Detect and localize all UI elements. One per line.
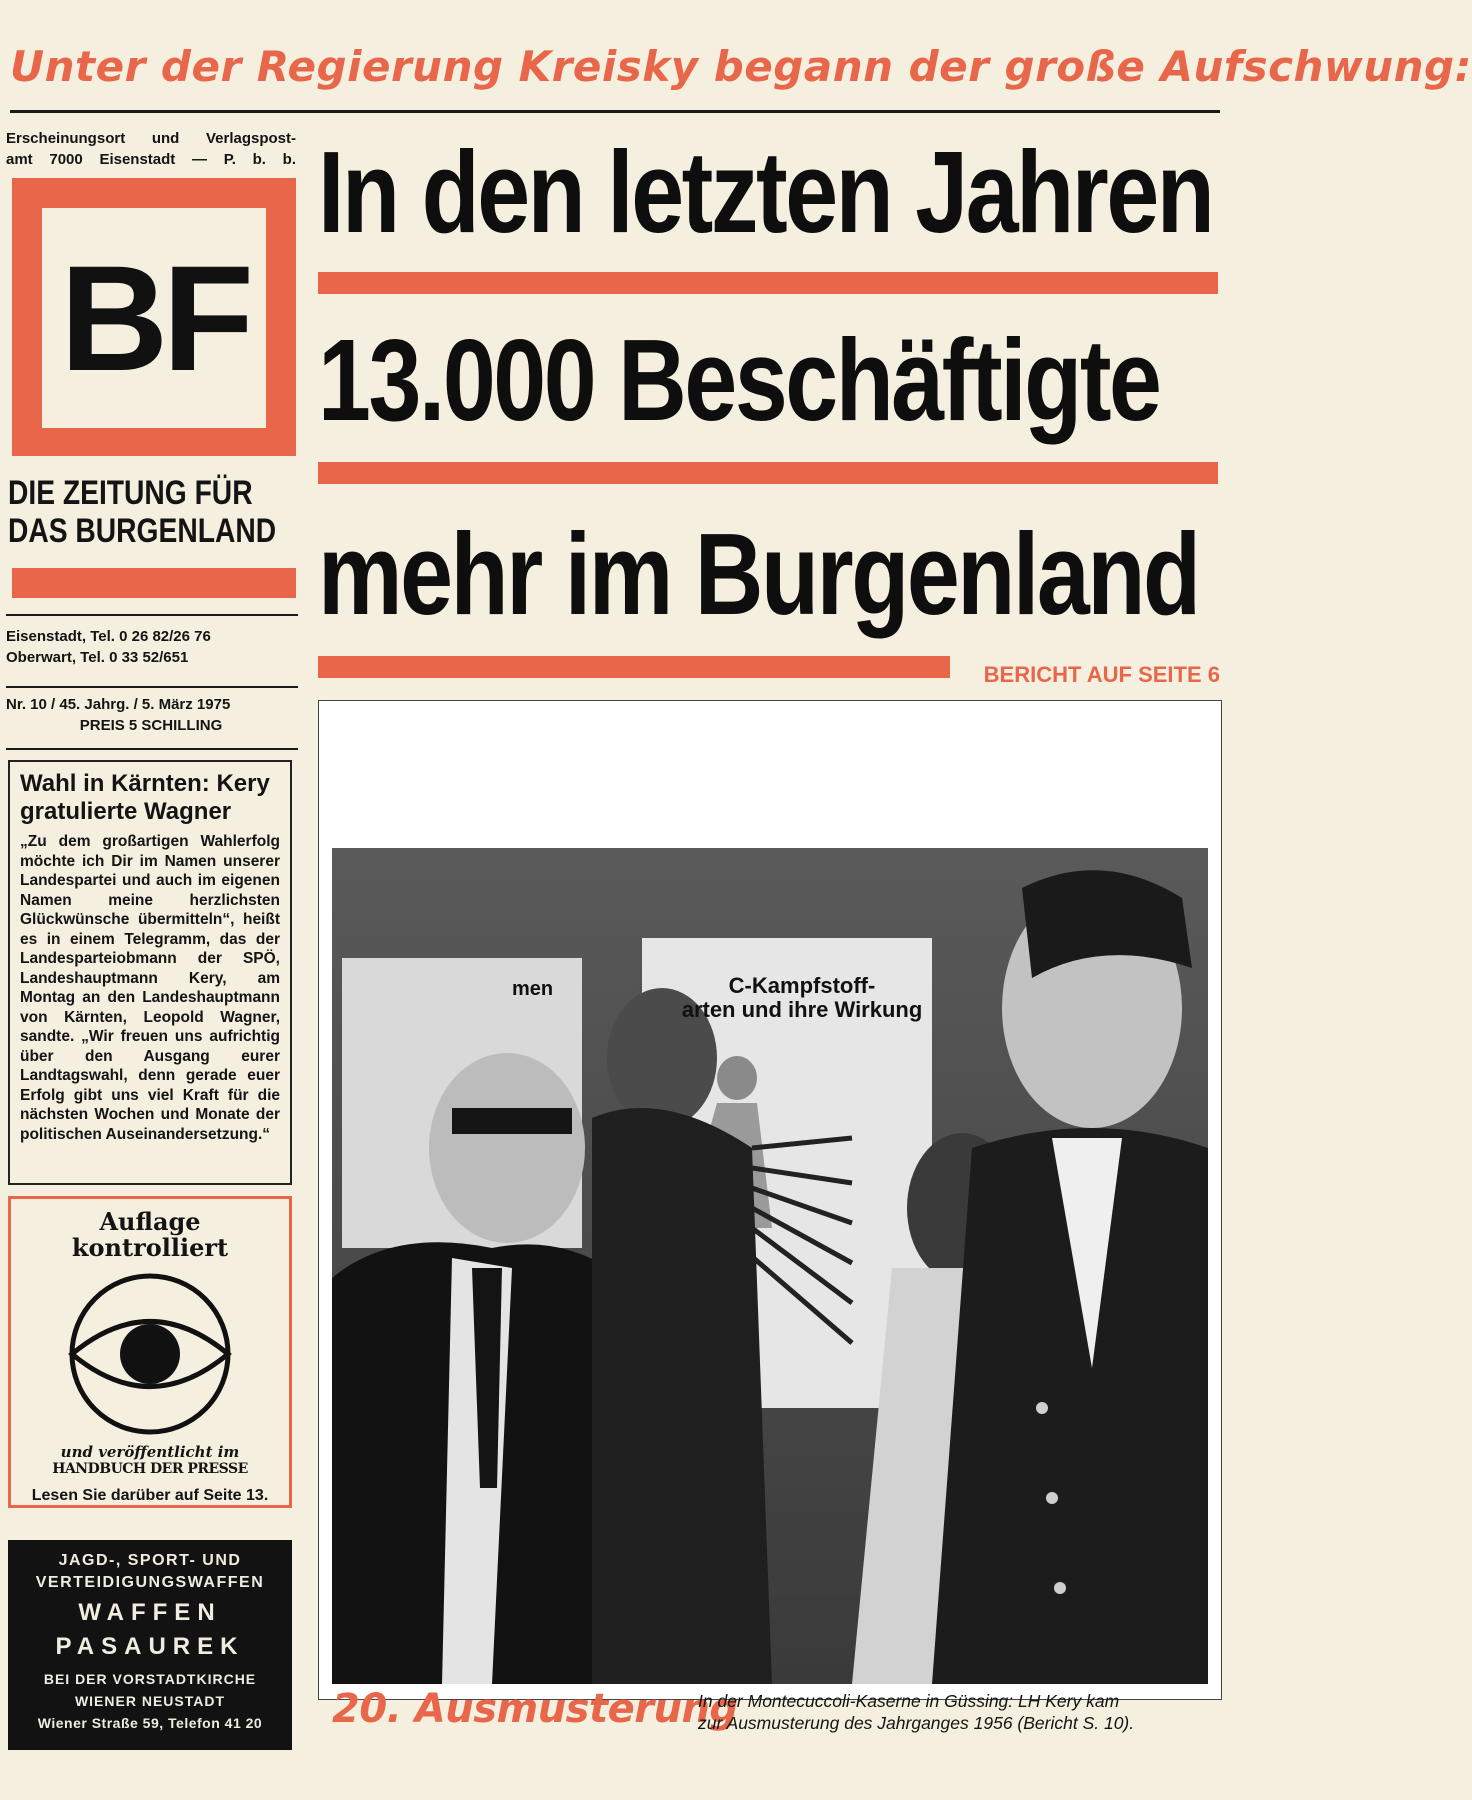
sidebar-article [8, 760, 292, 1185]
circulation-title-line2: kontrolliert [71, 1233, 229, 1262]
masthead-logo [12, 178, 296, 456]
contact-info [6, 626, 296, 668]
photo-chart-text2: arten und ihre Wirkung [681, 997, 923, 1022]
kicker-headline: Unter der Regierung Kreisky begann der große Aufschwung: [10, 42, 1472, 91]
photo-caption [698, 1690, 1218, 1734]
headline-line1: In den letzten Jahren [318, 127, 1213, 257]
contact-line2: Oberwart, Tel. 0 33 52/651 [6, 649, 189, 666]
kicker-divider [10, 110, 1220, 113]
publication-info [6, 128, 296, 170]
circulation-title [11, 1209, 289, 1261]
photo-poster-text: men [512, 978, 554, 1000]
headline-line3: mehr im Burgenland [318, 509, 1199, 639]
issue-line: Nr. 10 / 45. Jahrg. / 5. März 1975 [6, 696, 231, 713]
ad-line1: JAGD-, SPORT- UND [58, 1552, 242, 1569]
circulation-handbook: HANDBUCH DER PRESSE [52, 1461, 248, 1477]
contact-line1: Eisenstadt, Tel. 0 26 82/26 76 [6, 628, 211, 645]
logo-text: BF [42, 208, 266, 428]
sidebar-title-line2: gratulierte Wagner [20, 798, 232, 825]
headline-band [318, 656, 950, 678]
publication-info-line1: Erscheinungsort und Verlagspost- [6, 130, 296, 147]
sidebar-article-body: „Zu dem großartigen Wahlerfolg möchte ich Dir im Namen unserer Landespartei und auch im eigenen Namen meine herzlichsten Glückwünsche übermitteln“, heißt es in einem Telegramm, das der Landesparteiobmann der SPÖ, Landeshauptmann Kery, am Montag an den Landeshauptmann von Kärnten, Leopold Wagner, sandte. „Wir freuen uns aufrichtig über den Ausgang eurer Landtagswahl, denn gerade euer Erfolg gibt uns viel Kraft für die nächsten Wochen und Monate der politischen Auseinandersetzung.“ [20, 833, 280, 1143]
headline-band [318, 462, 1218, 484]
photo-chart-title [672, 974, 932, 1022]
issue-info [6, 694, 296, 736]
circulation-box [8, 1196, 292, 1508]
photo-chart-text1: C-Kampfstoff- [728, 973, 876, 998]
headline-band [318, 272, 1218, 294]
masthead-tagline [8, 474, 277, 550]
photo-caption-title: 20. Ausmusterung [332, 1686, 738, 1732]
price: PREIS 5 SCHILLING [79, 717, 223, 734]
ad-line6: WIENER NEUSTADT [74, 1693, 226, 1709]
sidebar-article-title [20, 770, 280, 826]
circulation-read-more: Lesen Sie darüber auf Seite 13. [31, 1487, 269, 1504]
eye-icon [50, 1269, 250, 1439]
photo-caption-line2: zur Ausmusterung des Jahrganges 1956 (Bericht S. 10). [698, 1713, 1135, 1733]
ad-line5: BEI DER VORSTADTKIRCHE [43, 1671, 257, 1687]
ad-line4: PASAUREK [55, 1633, 245, 1660]
divider [6, 686, 298, 688]
news-photo [332, 848, 1208, 1684]
tagline-line2: DAS BURGENLAND [8, 512, 277, 550]
ad-line2: VERTEIDIGUNGSWAFFEN [35, 1574, 265, 1591]
circulation-note: und veröffentlicht im [60, 1443, 240, 1461]
tagline-line1: DIE ZEITUNG FÜR [8, 474, 253, 512]
ad-line3: WAFFEN [78, 1599, 222, 1626]
headline-line2: 13.000 Beschäftigte [318, 315, 1160, 445]
divider [6, 614, 298, 616]
sidebar-title-line1: Wahl in Kärnten: Kery [20, 770, 270, 797]
photo-caption-line1: In der Montecuccoli-Kaserne in Güssing: LH Kery kam [698, 1691, 1120, 1711]
advertisement [8, 1540, 292, 1750]
ad-line7: Wiener Straße 59, Telefon 41 20 [37, 1715, 263, 1731]
report-reference: BERICHT AUF SEITE 6 [983, 662, 1220, 687]
tagline-accent-band [12, 568, 296, 598]
circulation-title-line1: Auflage [99, 1207, 201, 1236]
divider [6, 748, 298, 750]
publication-info-line2: amt 7000 Eisenstadt — P. b. b. [6, 151, 296, 168]
